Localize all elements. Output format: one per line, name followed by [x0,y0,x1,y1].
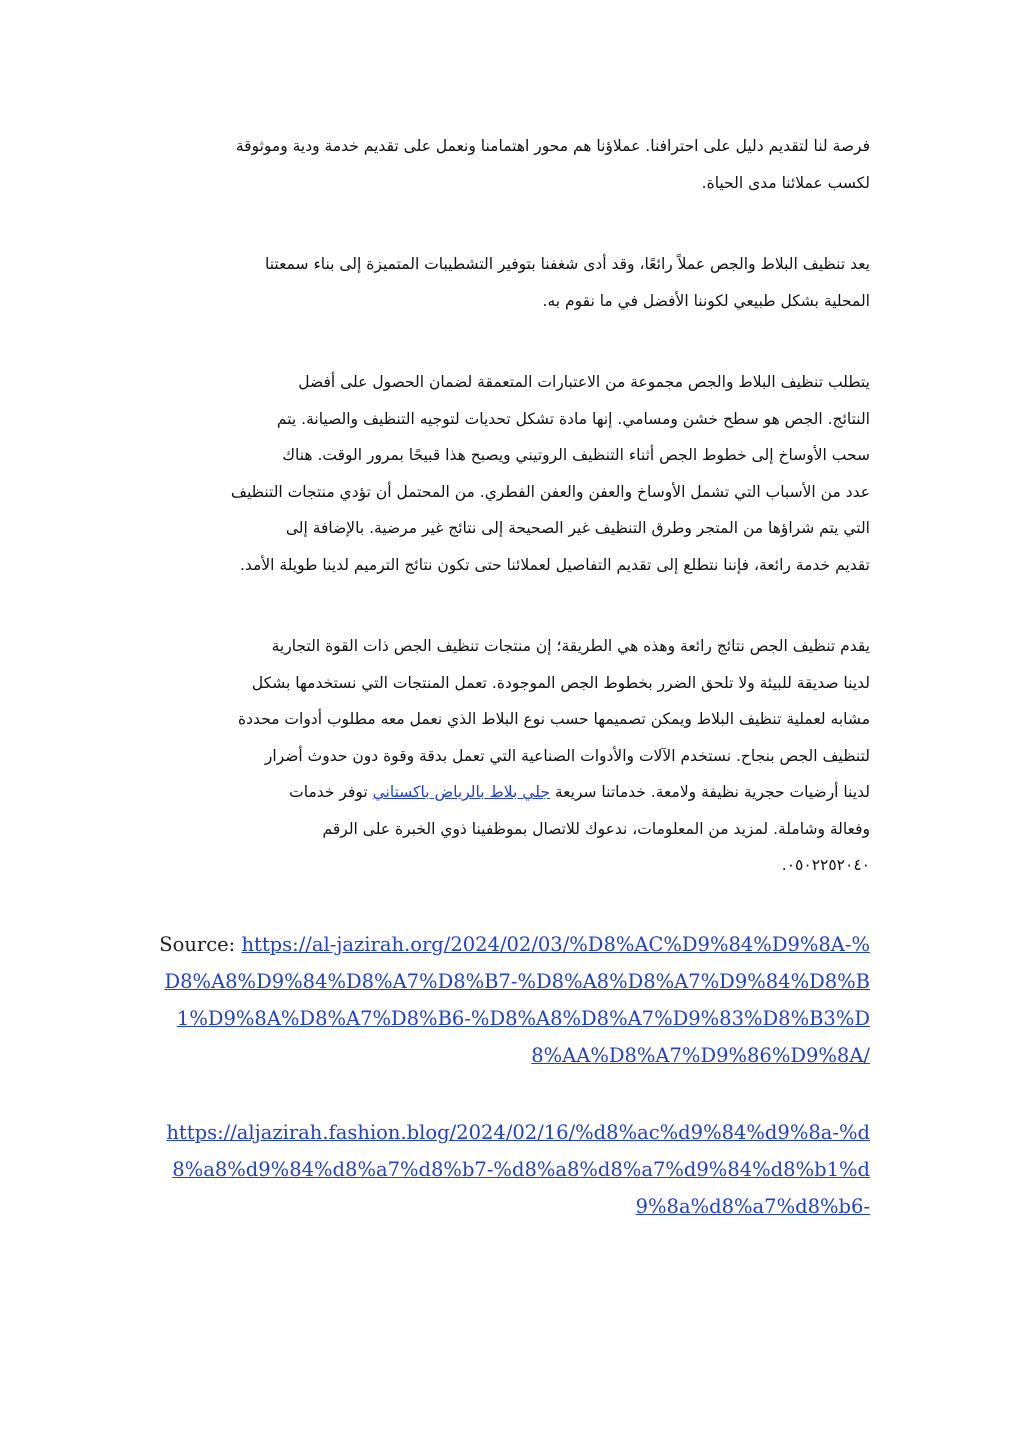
second-link-paragraph [152,1114,870,1225]
source-link[interactable]: https://al-jazirah.org/2024/02/03/%D8%AC%D9%84%D9%8A-%D8%A8%D9%84%D8%A7%D8%B7-%D8%A8%D8%A7%D9%84%D8%B1%D9%8A%D8%A7%D8%B6-%D8%A8%D8%A7%D9%83%D8%B3%D8%AA%D8%A7%D9%86%D9%8A/ [164,932,870,1067]
text-line: لتنظيف الجص بنجاح. نستخدم الآلات والأدوات الصناعية التي تعمل بدقة وقوة دون حدوث أضرار [264,746,870,765]
paragraph-3 [152,364,870,583]
source-citation [152,926,870,1074]
text-line: لكسب عملائنا مدى الحياة. [701,173,870,192]
text-line: المحلية بشكل طبيعي لكوننا الأفضل في ما نقوم به. [542,291,870,310]
document-body [152,128,870,1225]
text-line: يقدم تنظيف الجص نتائج رائعة وهذه هي الطريقة؛ إن منتجات تنظيف الجص ذات القوة التجارية [271,637,870,655]
second-link[interactable]: https://aljazirah.fashion.blog/2024/02/16/%d8%ac%d9%84%d9%8a-%d8%a8%d9%84%d8%a7%d8%b7-%d8%a8%d8%a7%d9%84%d8%b1%d9%8a%d8%a7%d8%b6- [166,1120,870,1218]
paragraph-1 [152,128,870,201]
text-line: لدينا صديقة للبيئة ولا تلحق الضرر بخطوط الجص الموجودة. تعمل المنتجات التي نستخدمها بشكل [251,673,870,692]
text-line: عدد من الأسباب التي تشمل الأوساخ والعفن والعفن الفطري. من المحتمل أن تؤدي منتجات التنظيف [230,482,870,501]
text-line: يتطلب تنظيف البلاط والجص مجموعة من الاعتبارات المتعمقة لضمان الحصول على أفضل [298,373,870,391]
text-line: التي يتم شراؤها من المتجر وطرق التنظيف غير الصحيحة إلى نتائج غير مرضية. بالإضافة إلى [285,519,870,537]
text-line: سحب الأوساخ إلى خطوط الجص أثناء التنظيف الروتيني ويصبح هذا قبيحًا بمرور الوقت. هناك [282,446,870,464]
text-line: تقديم خدمة رائعة، فإننا نتطلع إلى تقديم التفاصيل لعملائنا حتى تكون نتائج الترميم لدينا طويلة الأمد. [239,555,870,574]
text-line: فرصة لنا لتقديم دليل على احترافنا. عملاؤنا هم محور اهتمامنا ونعمل على تقديم خدمة ودية وموثوقة [235,137,870,155]
inline-link[interactable]: جلي بلاط بالرياض باكستاني [372,783,550,801]
text-line: مشابه لعملية تنظيف البلاط ويمكن تصميمها حسب نوع البلاط الذي نعمل معه مطلوب أدوات محددة [238,710,870,728]
text-line: وفعالة وشاملة. لمزيد من المعلومات، ندعوك للاتصال بموظفينا ذوي الخبرة على الرقم [322,819,870,838]
paragraph-4 [152,628,870,884]
phone-number: ٠٥٠٢٢٥٢٠٤٠. [781,856,870,874]
source-label: Source: [159,932,242,956]
paragraph-2 [152,246,870,319]
link-line [289,783,870,801]
text-line: يعد تنظيف البلاط والجص عملاً رائعًا، وقد أدى شغفنا بتوفير التشطيبات المتميزة إلى بناء سمعتنا [265,255,870,273]
text-fragment: توفر خدمات [289,783,373,801]
text-fragment: لدينا أرضيات حجرية نظيفة ولامعة. خدماتنا سريعة [549,783,870,801]
text-line: النتائج. الجص هو سطح خشن ومسامي. إنها مادة تشكل تحديات لتوجيه التنظيف والصيانة. يتم [276,409,870,428]
